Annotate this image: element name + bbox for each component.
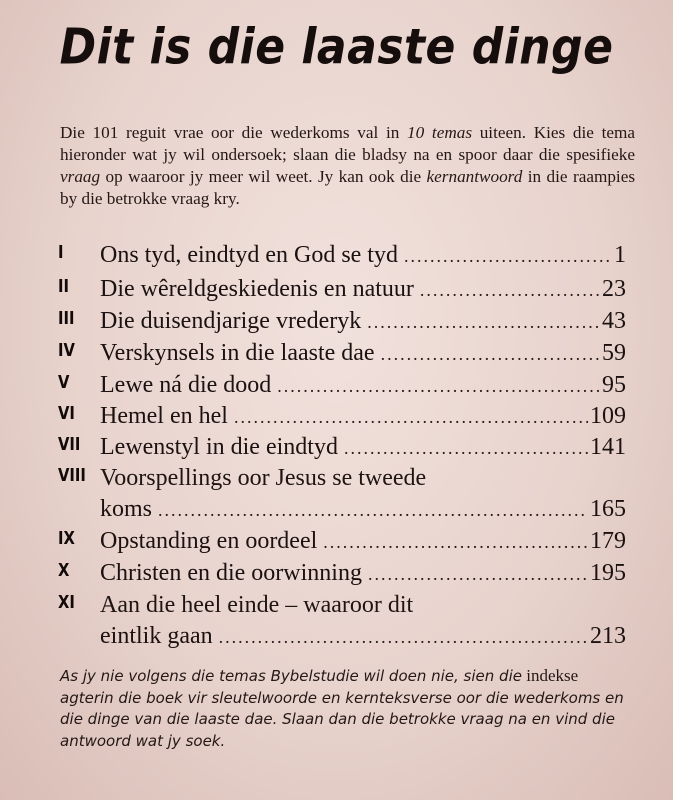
toc-page-number: 95 <box>602 372 626 398</box>
toc-entry <box>0 463 673 495</box>
toc-entry-continuation <box>0 494 673 526</box>
footer-text-2: agterin die boek vir sleutelwoorde en kernteksverse oor die wederkoms en die dinge van die laaste dae. Slaan dan die betrokke vraag na en vind die antwoord wat jy soek. <box>60 688 624 750</box>
toc-numeral: VIII <box>58 465 86 486</box>
toc-title-continued: koms <box>100 496 153 522</box>
toc-numeral: II <box>58 276 69 297</box>
toc-numeral: IV <box>58 340 75 361</box>
toc-entry <box>0 590 673 622</box>
toc-title-continued: eintlik gaan <box>100 623 213 649</box>
toc-title: Die duisendjarige vrederyk <box>100 308 362 334</box>
toc-leader-dots <box>234 402 588 432</box>
toc-page-number: 141 <box>590 434 626 460</box>
toc-leader-dots <box>368 559 588 589</box>
toc-entry <box>0 401 673 433</box>
toc-numeral: X <box>58 560 70 581</box>
toc-entry <box>0 306 673 338</box>
toc-numeral: VI <box>58 403 75 424</box>
toc-entry-continuation <box>0 621 673 653</box>
toc-numeral: IX <box>58 528 75 549</box>
toc-leader-dots <box>381 339 600 369</box>
toc-page-number: 43 <box>602 308 626 334</box>
toc-leader-dots <box>404 241 612 271</box>
toc-entry <box>0 338 673 370</box>
toc-title: Ons tyd, eindtyd en God se tyd <box>100 242 398 268</box>
toc-entry <box>0 558 673 590</box>
toc-leader-dots <box>367 307 600 337</box>
toc-page-number: 195 <box>590 560 626 586</box>
toc-entry <box>0 432 673 464</box>
footer-text-index: indekse <box>521 666 579 685</box>
toc-title: Christen en die oorwinning <box>100 560 362 586</box>
footer-text-1: As jy nie volgens die temas Bybelstudie wil doen nie, sien die <box>60 667 522 685</box>
toc-entry <box>0 370 673 402</box>
intro-text-3: op waaroor jy meer wil weet. Jy kan ook die <box>100 167 427 186</box>
toc-page-number: 59 <box>602 340 626 366</box>
toc-numeral: VII <box>58 434 81 455</box>
toc-numeral: I <box>58 242 64 263</box>
toc-title: Aan die heel einde – waaroor dit <box>100 592 414 618</box>
toc-page-number: 213 <box>590 623 626 649</box>
toc-leader-dots <box>158 495 588 525</box>
toc-leader-dots <box>323 527 588 557</box>
footer-note <box>60 665 635 752</box>
toc-page-number: 23 <box>602 276 626 302</box>
toc-leader-dots <box>420 275 600 305</box>
intro-emph-question: vraag <box>60 167 101 186</box>
toc-numeral: XI <box>58 592 75 613</box>
intro-emph-themes: 10 temas <box>407 123 473 142</box>
toc-page-number: 1 <box>614 242 626 268</box>
toc-page-number: 179 <box>590 528 626 554</box>
toc-leader-dots <box>219 622 588 652</box>
intro-emph-core-answer: kernantwoord <box>426 167 523 186</box>
intro-text-4: in die raampies by die betrokke vraag kry. <box>60 167 636 208</box>
intro-text-2: uiteen. Kies die tema hieronder wat jy wil ondersoek; slaan die bladsy na en spoor daar die spesifieke <box>60 123 635 164</box>
toc-title: Verskynsels in die laaste dae <box>100 340 375 366</box>
toc-leader-dots <box>277 371 600 401</box>
toc-entry <box>0 274 673 306</box>
intro-text-1: Die 101 reguit vrae oor die wederkoms val in <box>60 123 408 142</box>
page-title: Dit is die laaste dinge <box>59 18 614 77</box>
toc-leader-dots <box>344 433 588 463</box>
toc-page-number: 109 <box>590 403 626 429</box>
toc-title: Hemel en hel <box>100 403 228 429</box>
toc-title: Opstanding en oordeel <box>100 528 318 554</box>
toc-entry <box>0 240 673 272</box>
intro-paragraph <box>60 122 635 210</box>
toc-title: Die wêreldgeskiedenis en natuur <box>100 276 414 302</box>
toc-numeral: V <box>58 372 70 393</box>
toc-title: Lewe ná die dood <box>100 372 272 398</box>
toc-entry <box>0 526 673 558</box>
toc-title: Voorspellings oor Jesus se tweede <box>100 465 427 491</box>
toc-numeral: III <box>58 308 75 329</box>
toc-title: Lewenstyl in die eindtyd <box>100 434 338 460</box>
toc-page-number: 165 <box>590 496 626 522</box>
